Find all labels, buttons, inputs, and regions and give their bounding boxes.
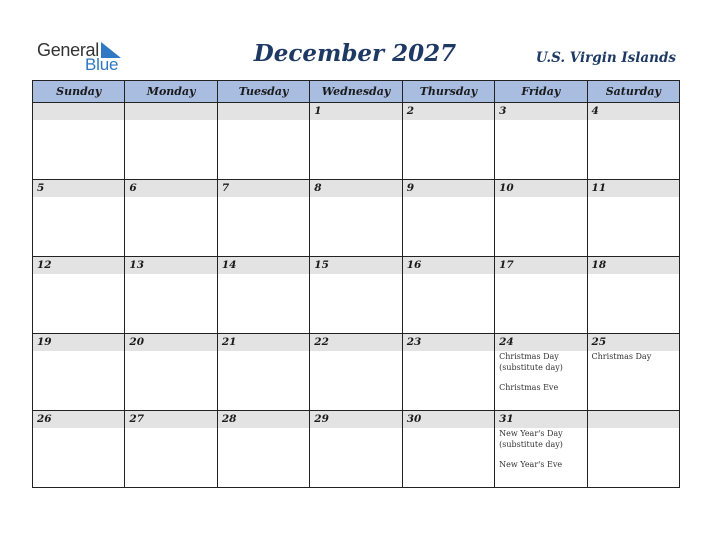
weekday-header: Saturday: [587, 81, 679, 103]
day-number: 15: [314, 259, 329, 271]
page-title: December 2027: [253, 40, 457, 67]
week-row: [33, 103, 680, 180]
weekday-header: Sunday: [33, 81, 125, 103]
day-cell: [33, 334, 125, 411]
day-number-bar: [310, 257, 401, 274]
day-number-bar: [125, 334, 216, 351]
day-cell: [587, 334, 679, 411]
day-number: 17: [499, 259, 514, 271]
day-number-bar: [310, 411, 401, 428]
day-number-bar: [588, 180, 679, 197]
day-number: 12: [37, 259, 52, 271]
day-number-bar: [403, 180, 494, 197]
day-cell: [33, 180, 125, 257]
day-number-bar: [125, 180, 216, 197]
day-cell: [310, 334, 402, 411]
day-cell: [125, 334, 217, 411]
logo-word-general: General: [37, 40, 99, 60]
day-cell: [587, 257, 679, 334]
day-number: 22: [314, 336, 329, 348]
day-number: 8: [314, 182, 322, 194]
day-number-bar: [310, 103, 401, 120]
holiday-list: [588, 351, 679, 363]
day-number: 6: [129, 182, 137, 194]
day-cell: [402, 103, 494, 180]
day-cell: [125, 103, 217, 180]
day-number-bar: [33, 103, 124, 120]
day-number: 19: [37, 336, 52, 348]
region-label: U.S. Virgin Islands: [535, 50, 676, 66]
day-number-bar: [218, 103, 309, 120]
day-number-bar: [495, 334, 586, 351]
day-cell: [495, 411, 587, 488]
day-number: 16: [406, 259, 422, 271]
day-cell: [310, 180, 402, 257]
day-number: 27: [129, 413, 145, 425]
day-number-bar: [125, 103, 216, 120]
week-row: [33, 180, 680, 257]
day-number: 31: [499, 413, 514, 425]
day-number: 2: [406, 105, 414, 117]
holiday-list: [495, 351, 586, 394]
day-number-bar: [218, 411, 309, 428]
day-cell: [125, 411, 217, 488]
holiday-label: New Year's Day (substitute day): [499, 429, 563, 449]
day-number-bar: [403, 257, 494, 274]
day-cell: [587, 411, 679, 488]
calendar-grid: [32, 80, 680, 488]
weekday-header: Monday: [125, 81, 217, 103]
day-number-bar: [588, 334, 679, 351]
day-cell: [217, 257, 309, 334]
day-number: 20: [129, 336, 145, 348]
day-cell: [310, 257, 402, 334]
day-number: 25: [591, 336, 607, 348]
day-number: 9: [406, 182, 414, 194]
day-cell: [217, 180, 309, 257]
day-number-bar: [495, 103, 586, 120]
week-row: [33, 334, 680, 411]
weekday-header-row: [33, 81, 680, 103]
day-number-bar: [588, 103, 679, 120]
day-number-bar: [125, 411, 216, 428]
day-number-bar: [218, 334, 309, 351]
day-number: 7: [221, 182, 230, 194]
weekday-header: Tuesday: [217, 81, 309, 103]
day-number: 29: [314, 413, 329, 425]
day-number: 26: [37, 413, 52, 425]
day-cell: [310, 103, 402, 180]
day-cell: [495, 334, 587, 411]
day-number-bar: [588, 257, 679, 274]
day-number-bar: [33, 180, 124, 197]
day-cell: [217, 411, 309, 488]
day-cell: [33, 103, 125, 180]
day-number-bar: [218, 257, 309, 274]
day-cell: [33, 257, 125, 334]
week-row: [33, 411, 680, 488]
day-number: 10: [499, 182, 514, 194]
weekday-header: Thursday: [402, 81, 494, 103]
day-cell: [402, 257, 494, 334]
holiday-label: Christmas Day (substitute day): [499, 352, 563, 372]
day-number-bar: [495, 411, 586, 428]
day-number: 5: [37, 182, 45, 194]
day-number-bar: [310, 180, 401, 197]
day-cell: [587, 103, 679, 180]
day-number: 1: [314, 105, 322, 117]
day-number-bar: [310, 334, 401, 351]
day-number-bar: [218, 180, 309, 197]
day-number: 23: [406, 336, 422, 348]
day-number: 4: [591, 105, 599, 117]
week-row: [33, 257, 680, 334]
day-cell: [217, 334, 309, 411]
day-cell: [125, 180, 217, 257]
day-number-bar: [403, 411, 494, 428]
day-number-bar: [495, 180, 586, 197]
day-number: 3: [499, 105, 507, 117]
holiday-label: New Year's Eve: [499, 460, 563, 469]
day-number-bar: [33, 257, 124, 274]
holiday-label: Christmas Day: [591, 352, 652, 361]
day-number: 18: [591, 259, 607, 271]
day-cell: [495, 257, 587, 334]
day-cell: [495, 180, 587, 257]
day-cell: [402, 411, 494, 488]
day-cell: [33, 411, 125, 488]
day-number-bar: [403, 334, 494, 351]
day-cell: [402, 334, 494, 411]
weekday-header: Friday: [495, 81, 587, 103]
holiday-list: [495, 428, 586, 471]
day-cell: [587, 180, 679, 257]
day-cell: [402, 180, 494, 257]
day-number-bar: [403, 103, 494, 120]
day-number-bar: [588, 411, 679, 428]
day-number: 30: [406, 413, 422, 425]
day-cell: [495, 103, 587, 180]
day-number: 14: [221, 259, 237, 271]
day-number: 28: [221, 413, 237, 425]
day-number-bar: [125, 257, 216, 274]
weekday-header: Wednesday: [310, 81, 402, 103]
day-cell: [125, 257, 217, 334]
day-cell: [217, 103, 309, 180]
day-number-bar: [495, 257, 586, 274]
logo-word-blue: Blue: [85, 55, 119, 74]
day-cell: [310, 411, 402, 488]
logo: [37, 40, 127, 74]
day-number: 24: [499, 336, 514, 348]
day-number: 21: [221, 336, 237, 348]
day-number: 11: [591, 182, 607, 194]
day-number-bar: [33, 334, 124, 351]
day-number-bar: [33, 411, 124, 428]
day-number: 13: [129, 259, 145, 271]
holiday-label: Christmas Eve: [499, 383, 559, 392]
